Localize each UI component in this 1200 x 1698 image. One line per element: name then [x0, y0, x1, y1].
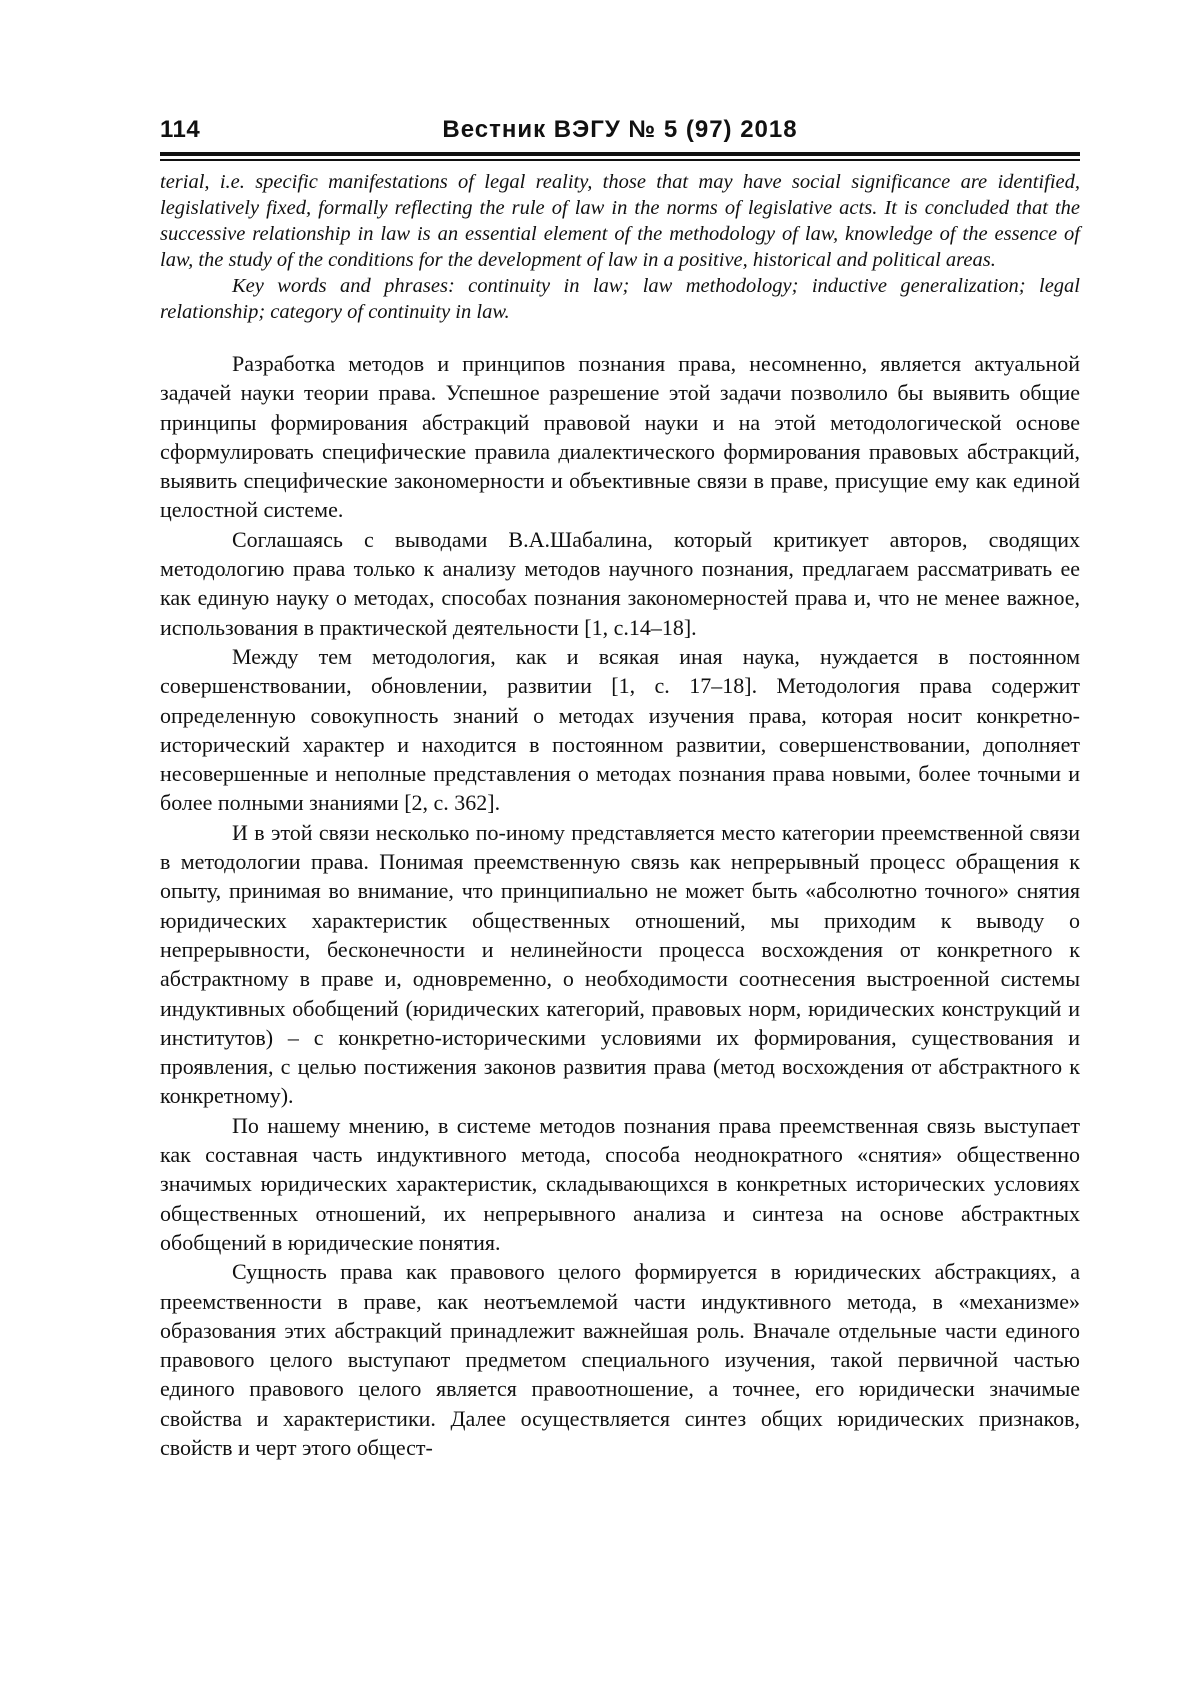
journal-page: [160, 112, 1080, 1462]
body-paragraph: Сущность права как правового целого формируется в юридических абстракциях, а преемственности в праве, как неотъемлемой части индуктивного метода, в «механизме» образования этих абстракций принадлежит важнейшая роль. Вначале отдельные части единого правового целого выступают предметом специального изучения, такой первичной частью единого правового целого является правоотношение, а точнее, его юридически значимые свойства и характеристики. Далее осуществляется синтез общих юридических признаков, свойств и черт этого общест-: [160, 1259, 1080, 1460]
header-rule-thin: [160, 159, 1080, 161]
abstract-continuation: terial, i.e. specific manifestations of legal reality, those that may have social significance are identified, legislatively fixed, formally reflecting the rule of law in the norms of legislative acts. It is concluded that the successive relationship in law is an essential element of the methodology of law, knowledge of the essence of law, the study of the conditions for the development of law in a positive, historical and political areas.: [160, 171, 1080, 271]
english-abstract: [160, 169, 1080, 325]
body-paragraph: Между тем методология, как и всякая иная наука, нуждается в постоянном совершенствовании, обновлении, развитии [1, с. 17–18]. Методология права содержит определенную совокупность знаний о методах изучения права, которая носит конкретно-исторический характер и находится в постоянном развитии, совершенствовании, дополняет несовершенные и неполные представления о методах познания права новыми, более точными и более полными знаниями [2, с. 362].: [160, 643, 1080, 816]
journal-title: Вестник ВЭГУ № 5 (97) 2018: [442, 116, 798, 143]
page-number: 114: [160, 116, 201, 143]
body-paragraph: По нашему мнению, в системе методов познания права преемственная связь выступает как составная часть индуктивного метода, способа неоднократного «снятия» общественно значимых юридических характеристик, складывающихся в конкретных исторических условиях общественных отношений, их непрерывного анализа и синтеза на основе абстрактных обобщений в юридические понятия.: [160, 1112, 1080, 1255]
body-paragraph: И в этой связи несколько по-иному представляется место категории преемственной связи в методологии права. Понимая преемственную связь как непрерывный процесс обращения к опыту, принимая во внимание, что принципиально не может быть «абсолютно точного» снятия юридических характеристик общественных отношений, мы приходим к выводу о непрерывности, бесконечности и нелинейности процесса восхождения от конкретного к абстрактному в праве и, одновременно, о необходимости соотнесения выстроенной системы индуктивных обобщений (юридических категорий, правовых норм, юридических конструкций и институтов) – с конкретно-историческими условиями их формирования, существования и проявления, с целью постижения законов развития права (метод восхождения от абстрактного к конкретному).: [160, 819, 1080, 1109]
keywords: Key words and phrases: continuity in law; law methodology; inductive generalization; legal relationship; category of continuity in law.: [160, 275, 1080, 323]
article-body: [160, 349, 1080, 1462]
running-header: [160, 112, 1080, 148]
body-paragraph: Разработка методов и принципов познания права, несомненно, является актуальной задачей науки теории права. Успешное разрешение этой задачи позволило бы выявить общие принципы формирования абстракций правовой науки и на этой методологической основе сформулировать специфические правила диалектического формирования правовых абстракций, выявить специфические закономерности и объективные связи в праве, присущие ему как единой целостной системе.: [160, 351, 1080, 523]
header-rule-thick: [160, 152, 1080, 156]
body-paragraph: Соглашаясь с выводами В.А.Шабалина, который критикует авторов, сводящих методологию права только к анализу методов научного познания, предлагаем рассматривать ее как единую науку о методах, способах познания закономерностей права и, что не менее важное, использования в практической деятельности [1, с.14–18].: [160, 526, 1080, 640]
